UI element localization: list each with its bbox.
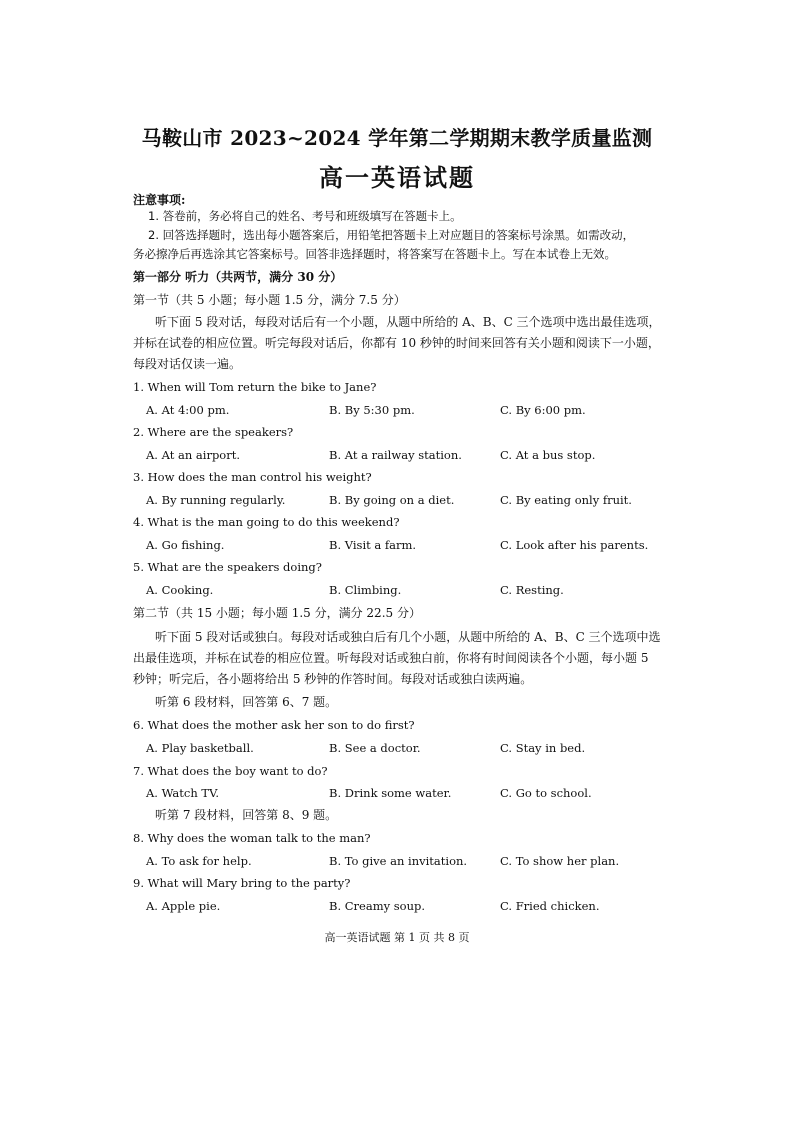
material-6-note: 听第 6 段材料，回答第 6、7 题。 <box>155 695 338 709</box>
page-footer: 高一英语试题 第 1 页 共 8 页 <box>324 931 470 944</box>
option-c: C. Stay in bed. <box>500 741 586 755</box>
option-a: A. By running regularly. <box>146 493 286 507</box>
option-a: A. Go fishing. <box>146 538 225 552</box>
option-c: C. Resting. <box>500 583 564 597</box>
exam-subject-title: 高一英语试题 <box>319 163 475 192</box>
option-b: B. By 5:30 pm. <box>329 403 415 417</box>
question-text: 9. What will Mary bring to the party? <box>133 876 351 890</box>
option-a: A. Play basketball. <box>146 741 254 755</box>
section-one-instruction: 并标在试卷的相应位置。听完每段对话后，你都有 10 秒钟的时间来回答有关小题和阅读下一小题， <box>133 336 660 350</box>
option-c: C. Look after his parents. <box>500 538 649 552</box>
material-7-note: 听第 7 段材料，回答第 8、9 题。 <box>155 808 338 822</box>
section-two-title: 第二节（共 15 小题；每小题 1.5 分，满分 22.5 分） <box>133 606 421 620</box>
section-two-instruction: 听下面 5 段对话或独白。每段对话或独白后有几个小题，从题中所给的 A、B、C 三个选项中选 <box>155 630 661 644</box>
question-text: 4. What is the man going to do this weekend? <box>133 515 400 529</box>
option-c: C. By eating only fruit. <box>500 493 632 507</box>
option-b: B. By going on a diet. <box>329 493 455 507</box>
section-two-instruction: 出最佳选项，并标在试卷的相应位置。听每段对话或独白前，你将有时间阅读各个小题，每小题 5 <box>133 651 649 665</box>
option-b: B. Visit a farm. <box>329 538 417 552</box>
section-two-instruction: 秒钟；听完后，各小题将给出 5 秒钟的作答时间。每段对话或独白读两遍。 <box>133 672 533 686</box>
option-a: A. Watch TV. <box>146 786 220 800</box>
option-a: A. To ask for help. <box>146 854 252 868</box>
question-text: 8. Why does the woman talk to the man? <box>133 831 371 845</box>
option-c: C. Go to school. <box>500 786 592 800</box>
option-a: A. At an airport. <box>146 448 241 462</box>
question-text: 7. What does the boy want to do? <box>133 764 328 778</box>
option-b: B. Climbing. <box>329 583 402 597</box>
section-one-title: 第一节（共 5 小题；每小题 1.5 分，满分 7.5 分） <box>133 293 406 307</box>
section-one-instruction: 听下面 5 段对话，每段对话后有一个小题，从题中所给的 A、B、C 三个选项中选出最佳选项， <box>155 315 661 329</box>
exam-title: 马鞍山市 2023~2024 学年第二学期期末教学质量监测 <box>141 126 653 150</box>
option-a: A. At 4:00 pm. <box>146 403 230 417</box>
question-text: 3. How does the man control his weight? <box>133 470 372 484</box>
option-b: B. Creamy soup. <box>329 899 426 913</box>
question-text: 2. Where are the speakers? <box>133 425 294 439</box>
option-c: C. Fried chicken. <box>500 899 600 913</box>
question-text: 6. What does the mother ask her son to do first? <box>133 718 415 732</box>
question-text: 1. When will Tom return the bike to Jane? <box>133 380 377 394</box>
option-b: B. Drink some water. <box>329 786 452 800</box>
question-text: 5. What are the speakers doing? <box>133 560 322 574</box>
option-c: C. By 6:00 pm. <box>500 403 586 417</box>
option-a: A. Apple pie. <box>146 899 221 913</box>
option-c: C. At a bus stop. <box>500 448 596 462</box>
option-a: A. Cooking. <box>146 583 214 597</box>
note-item: 2. 回答选择题时，选出每小题答案后，用铅笔把答题卡上对应题目的答案标号涂黑。如需改动， <box>148 228 635 242</box>
option-c: C. To show her plan. <box>500 854 620 868</box>
note-item: 务必擦净后再选涂其它答案标号。回答非选择题时，将答案写在答题卡上。写在本试卷上无效。 <box>133 247 616 261</box>
note-item: 1. 答卷前，务必将自己的姓名、考号和班级填写在答题卡上。 <box>148 209 462 223</box>
option-b: B. See a doctor. <box>329 741 421 755</box>
section-one-instruction: 每段对话仅读一遍。 <box>133 357 242 371</box>
option-b: B. At a railway station. <box>329 448 462 462</box>
part-one-title: 第一部分 听力（共两节，满分 30 分） <box>133 270 343 284</box>
option-b: B. To give an invitation. <box>329 854 468 868</box>
notes-heading: 注意事项: <box>133 193 186 207</box>
